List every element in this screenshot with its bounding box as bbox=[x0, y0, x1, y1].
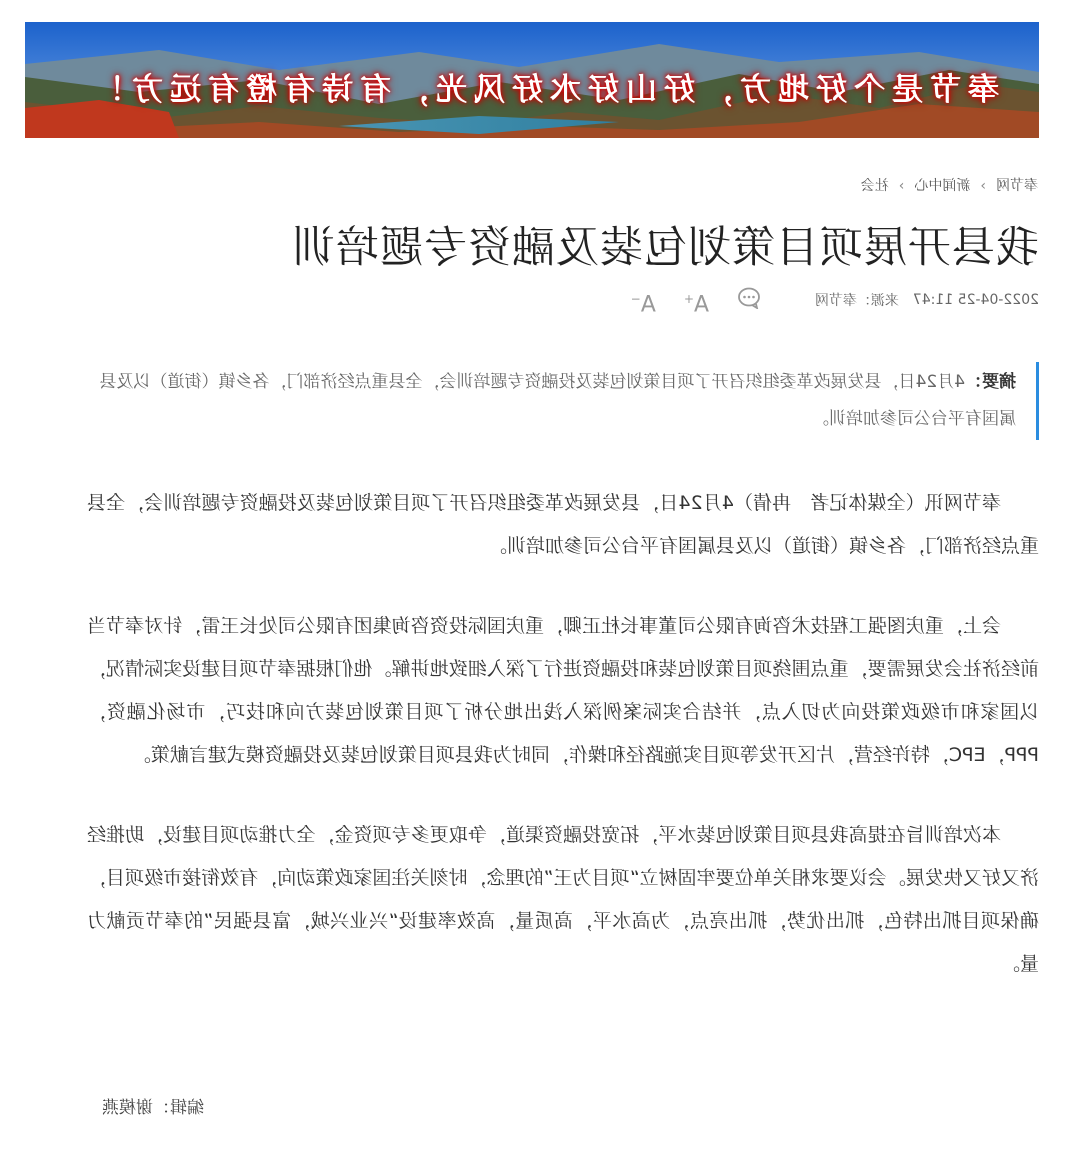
article-tools bbox=[631, 284, 761, 320]
breadcrumb-news-center-link[interactable]: 新闻中心 bbox=[914, 178, 971, 194]
comment-icon[interactable] bbox=[737, 287, 761, 318]
banner-slogan: 奉节是个好地方，好山好水好风光，有诗有橙有远方！ bbox=[87, 72, 999, 108]
body-paragraph: 奉节网讯（全媒体记者 冉倩）4月24日，县发展改革委组织召开了项目策划包装及投融资专题培训会，全县重点经济部门，各乡镇（街道）以及县属国有平台公司参加培训。 bbox=[87, 492, 1039, 557]
body-paragraph: 本次培训旨在提高我县项目策划包装水平，拓宽投融资渠道，争取更多专项资金，全力推动项目建设，助推经济又好又快发展。会议要求相关单位要牢固树立“项目为王”的理念，时刻关注国家政策动向，有效衔接市级项目，确保项目抓出特色，抓出优势，抓出亮点，为高水平，高质量，高效率建设“兴业兴城，富县强民”的奉节贡献力量。 bbox=[87, 824, 1039, 975]
font-increase-button[interactable] bbox=[684, 284, 709, 320]
font-increase-label: A bbox=[693, 292, 709, 318]
chevron-right-icon: › bbox=[898, 178, 905, 194]
editor-label: 编辑： bbox=[153, 1098, 204, 1118]
source-name: 奉节网 bbox=[814, 293, 857, 309]
chevron-right-icon: › bbox=[980, 178, 986, 194]
summary-text: 4月24日，县发展改革委组织召开了项目策划包装及投融资专题培训会，全县重点经济部门，各乡镇（街道）以及县属国有平台公司参加培训。 bbox=[99, 372, 1016, 429]
article-title: 我县开展项目策划包装及融资专题培训 bbox=[291, 223, 1039, 273]
editor-name: 谢模燕 bbox=[102, 1098, 153, 1118]
source-info bbox=[815, 290, 899, 310]
font-decrease-label: A bbox=[640, 292, 656, 318]
summary-label: 摘要： bbox=[965, 372, 1016, 392]
publish-datetime: 2022-04-25 11:47 bbox=[912, 292, 1039, 308]
font-decrease-button[interactable] bbox=[631, 284, 656, 320]
article-body bbox=[87, 482, 1039, 1023]
article-summary bbox=[96, 362, 1039, 440]
header-banner bbox=[25, 22, 1039, 138]
body-paragraph: 会上，重庆图强工程技术咨询有限公司董事长杜正卿，重庆国际投资咨询集团有限公司处长王雷，针对奉节当前经济社会发展需要，重点围绕项目策划包装和投融资进行了深入细致地讲解。他们根据奉节项目建设实际情况，以国家和市级政策投向为切入点，并结合实际案例深入浅出地分析了项目策划包装方向和技巧，市场化融资，PPP，EPC，特许经营，片区开发等项目实施路径和操作，同时为我县项目策划包装及投融资模式建言献策。 bbox=[87, 615, 1039, 766]
minus-icon: − bbox=[630, 292, 641, 306]
editor-credit bbox=[102, 1093, 204, 1118]
breadcrumb-society-link[interactable]: 社会 bbox=[860, 178, 889, 194]
plus-icon: + bbox=[683, 292, 694, 306]
article-meta bbox=[815, 290, 1039, 310]
breadcrumb bbox=[861, 175, 1038, 195]
breadcrumb-home-link[interactable]: 奉节网 bbox=[996, 178, 1038, 194]
source-label: 来源： bbox=[856, 293, 899, 309]
